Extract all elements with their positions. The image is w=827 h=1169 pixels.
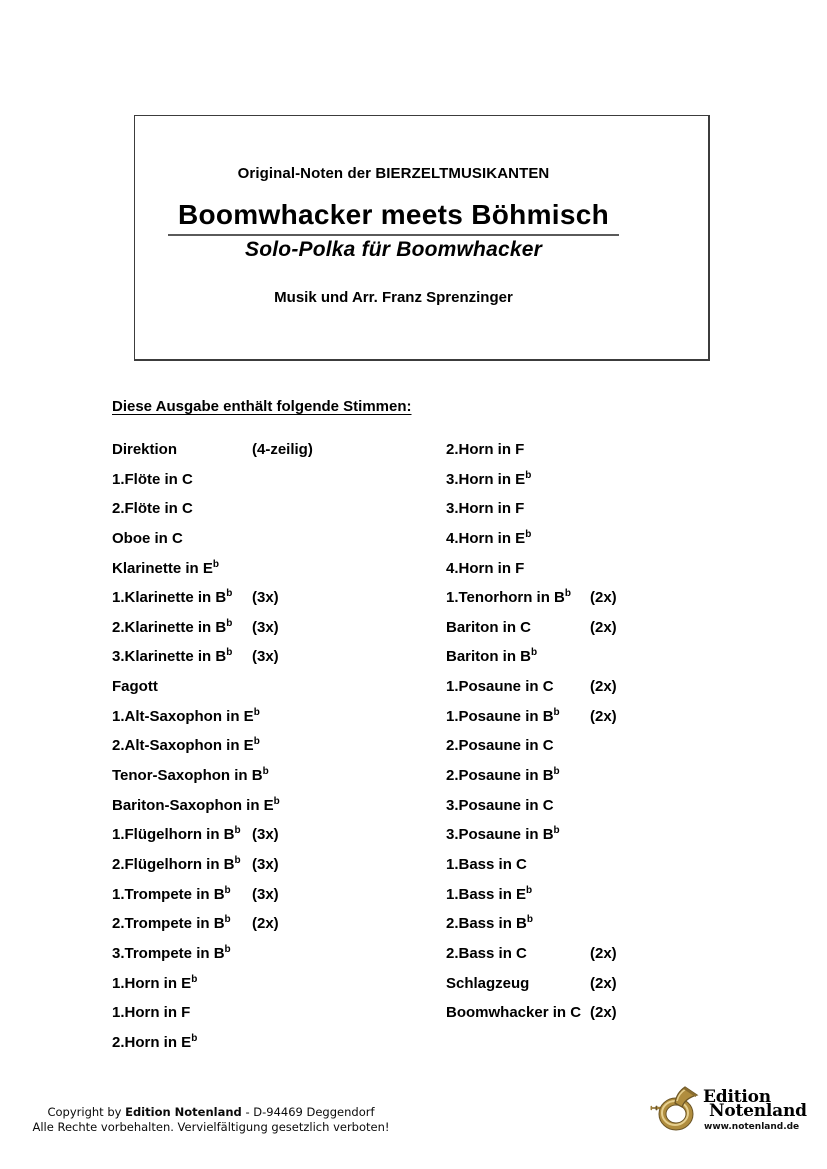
part-count: (3x) [252, 885, 279, 903]
part-row [112, 679, 442, 709]
part-row [446, 469, 746, 502]
parts-list-heading: Diese Ausgabe enthält folgende Stimmen: [112, 398, 412, 415]
part-count: (3x) [252, 589, 279, 607]
part-name: 3.Horn in F [446, 500, 525, 518]
part-row [112, 795, 442, 828]
part-row [446, 442, 746, 472]
part-row [446, 827, 746, 857]
flat-symbol: b [224, 943, 231, 955]
part-count: (2x) [252, 915, 279, 933]
part-row [112, 884, 442, 917]
part-count: (3x) [252, 618, 279, 636]
flat-symbol: b [224, 884, 231, 896]
part-name: 2.Horn in F [446, 441, 525, 458]
part-row [112, 1032, 442, 1065]
part-count: (2x) [590, 944, 617, 962]
copyright-prefix: Copyright by [47, 1105, 126, 1119]
flat-symbol: b [526, 884, 533, 896]
part-name: 2.Alt-Saxophon in $E^b$ [112, 736, 260, 755]
part-row [446, 738, 746, 768]
composer-byline: Musik und Arr. Franz Sprenzinger [274, 289, 513, 306]
part-row [112, 706, 442, 739]
flat-symbol: b [234, 825, 241, 837]
flat-symbol: b [262, 766, 269, 778]
part-name: Direktion [112, 441, 178, 458]
part-row [112, 558, 442, 591]
flat-symbol: b [226, 588, 233, 600]
part-name: 3.Posaune in $B^b$ [446, 825, 560, 844]
publisher-logo-text [703, 1086, 807, 1132]
part-name: 2.Trompete in $B^b$ [112, 914, 231, 933]
part-row [112, 738, 442, 768]
flat-symbol: b [525, 528, 532, 540]
part-row [446, 1005, 746, 1035]
flat-symbol: b [531, 647, 538, 659]
part-name: 1.Posaune in $B^b$ [446, 706, 560, 725]
copyright-line [25, 1105, 397, 1120]
flat-symbol: b [226, 617, 233, 629]
part-row [446, 798, 746, 828]
part-name: 1.Alt-Saxophon in $E^b$ [112, 706, 260, 725]
part-name: 4.Horn in $E^b$ [446, 528, 532, 547]
part-name: 3.Horn in $E^b$ [446, 469, 532, 488]
part-name: 1.Klarinette in $B^b$ [112, 588, 233, 607]
part-row [112, 973, 442, 1006]
part-name: 2.Horn in $E^b$ [112, 1032, 198, 1051]
flat-symbol: b [553, 706, 560, 718]
copyright-block [25, 1105, 397, 1134]
part-name: Bariton in $B^b$ [446, 647, 538, 666]
part-count: (2x) [590, 707, 617, 725]
parts-column-right [446, 442, 746, 1035]
flat-symbol: b [273, 795, 280, 807]
part-count: (2x) [590, 974, 617, 992]
parts-column-left [112, 442, 442, 1064]
flat-symbol: b [253, 736, 260, 748]
flat-symbol: b [553, 825, 560, 837]
rights-notice: Alle Rechte vorbehalten. Vervielfältigung gesetzlich verboten! [32, 1119, 390, 1134]
part-row [446, 976, 746, 1006]
part-row [112, 531, 442, 561]
part-name: 2.Bass in C [446, 944, 527, 962]
part-row [446, 679, 746, 709]
part-row [112, 649, 442, 679]
part-name: Fagott [112, 678, 158, 696]
edition-tagline: Original-Noten der BIERZELTMUSIKANTEN [237, 165, 550, 182]
part-row [446, 916, 746, 946]
part-row [446, 620, 746, 650]
part-name: 4.Horn in F [446, 559, 525, 577]
piece-title-wrap [135, 199, 652, 236]
part-row [112, 943, 442, 976]
part-count: (3x) [252, 855, 279, 873]
flat-symbol: b [253, 706, 260, 718]
part-name: 2.Posaune in C [446, 737, 554, 755]
part-count: (3x) [252, 648, 279, 666]
part-row [446, 706, 746, 739]
part-name: 1.Tenorhorn in $B^b$ [446, 588, 571, 607]
part-row [112, 768, 442, 798]
title-box [134, 115, 710, 361]
part-name: 1.Horn in $E^b$ [112, 973, 198, 992]
part-name: 2.Posaune in $B^b$ [446, 766, 560, 785]
part-row [112, 827, 442, 857]
flat-symbol: b [224, 914, 231, 926]
part-name: 1.Flügelhorn in $B^b$ [112, 825, 241, 844]
flat-symbol: b [191, 973, 198, 985]
part-name: 1.Horn in F [112, 1004, 191, 1022]
part-name: 1.Bass in $E^b$ [446, 884, 533, 903]
part-name: 1.Flöte in C [112, 470, 193, 488]
part-row [446, 946, 746, 976]
part-row [112, 854, 442, 887]
part-name: Oboe in C [112, 529, 183, 547]
part-name: Boomwhacker in C [446, 1004, 582, 1022]
flat-symbol: b [526, 914, 533, 926]
part-count: (3x) [252, 826, 279, 844]
part-row [446, 649, 746, 679]
part-name: 1.Posaune in C [446, 678, 554, 696]
flat-symbol: b [553, 766, 560, 778]
flat-symbol: b [525, 469, 532, 481]
part-name: Bariton-Saxophon in $E^b$ [112, 795, 280, 814]
part-row [112, 472, 442, 502]
piece-subtitle: Solo-Polka für Boomwhacker [245, 238, 542, 261]
publisher-name: Edition Notenland [125, 1105, 242, 1119]
flat-symbol: b [564, 588, 571, 600]
publisher-url: www.notenland.de [704, 1122, 800, 1132]
part-row [112, 590, 442, 620]
publisher-logo [650, 1086, 807, 1132]
part-name: 1.Bass in C [446, 855, 527, 873]
part-name: 2.Flügelhorn in $B^b$ [112, 854, 241, 873]
part-row [112, 916, 442, 946]
part-name: 2.Bass in $B^b$ [446, 914, 533, 933]
flat-symbol: b [234, 854, 241, 866]
part-name: Klarinette in $E^b$ [112, 558, 219, 577]
piece-title: Boomwhacker meets Böhmisch [168, 199, 619, 236]
horn-icon [650, 1086, 700, 1132]
part-name: 3.Posaune in C [446, 796, 554, 814]
copyright-suffix: - D-94469 Deggendorf [241, 1105, 375, 1119]
part-row [446, 884, 746, 917]
part-count: (2x) [590, 678, 617, 696]
part-row [112, 442, 442, 472]
part-row [446, 768, 746, 798]
flat-symbol: b [212, 558, 219, 570]
part-row [112, 1005, 442, 1035]
part-count: (2x) [590, 618, 617, 636]
logo-word-notenland: Notenland [709, 1101, 807, 1121]
part-row [446, 501, 746, 531]
part-name: 3.Trompete in $B^b$ [112, 943, 231, 962]
part-row [446, 561, 746, 591]
part-count: (2x) [590, 589, 617, 607]
flat-symbol: b [191, 1032, 198, 1044]
part-name: Schlagzeug [446, 974, 530, 992]
part-name: 1.Trompete in $B^b$ [112, 884, 231, 903]
part-name: 3.Klarinette in $B^b$ [112, 647, 233, 666]
part-row [446, 590, 746, 620]
flat-symbol: b [226, 647, 233, 659]
part-row [112, 617, 442, 650]
part-count: (2x) [590, 1004, 617, 1022]
part-row [446, 528, 746, 561]
part-name: Bariton in C [446, 618, 531, 636]
part-count: (4-zeilig) [252, 441, 313, 458]
part-name: 2.Flöte in C [112, 500, 193, 518]
part-row [446, 857, 746, 887]
part-name: 2.Klarinette in $B^b$ [112, 617, 233, 636]
part-row [112, 501, 442, 531]
logo-word-edition: Edition [703, 1087, 771, 1107]
part-name: Tenor-Saxophon in $B^b$ [112, 766, 269, 785]
